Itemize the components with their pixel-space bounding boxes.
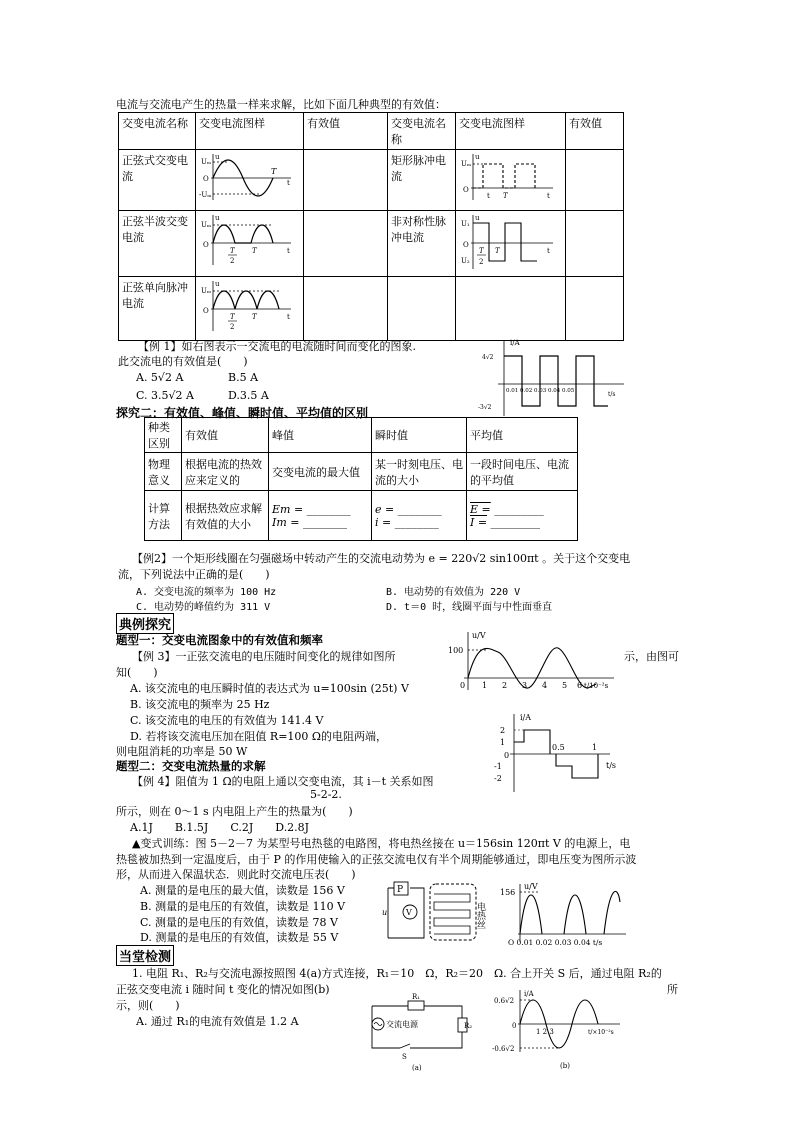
q1-line3: 示，则( ) [116,999,180,1012]
t2-row1-instant: 某一时刻电压、电流的大小 [372,453,467,491]
average-i-label: I = [470,515,488,529]
ex4-graph-ytick-2: 2 [500,726,506,735]
q1-r2-label: R₂ [464,1022,473,1030]
ex1-line1: 【例 1】如右图表示一交流电的电流随时间而变化的图象. [138,340,416,353]
q1-option-a: A. 通过 R₁的电流有效值是 1.2 A [136,1015,299,1028]
svg-text:U₁: U₁ [461,220,470,228]
value-comparison-table [144,417,578,541]
variant-line1: ▲变式训练：图 5－2－7 为某型号电热毯的电路图，将电热丝接在 u＝156sin 120πt V 的电源上，电 [132,837,631,850]
svg-text:O: O [203,175,209,183]
average-e-label: E = [470,502,491,516]
ex4-graph-xtick-1: 1 [592,743,598,752]
t2-header-average: 平均值 [467,418,578,453]
col-value-header-2: 有效值 [566,113,624,150]
q1-switch-label: S [402,1053,407,1061]
t2-header-effective: 有效值 [182,418,269,453]
svg-text:T: T [230,247,235,255]
col-graph-header-2: 交变电流图样 [456,113,566,150]
svg-text:T: T [230,313,235,321]
t2-row1-label: 物理意义 [145,453,182,491]
ex3-graph-tick-4: 4 [542,681,548,690]
t2-row1-average: 一段时间电压、电流的平均值 [467,453,578,491]
col-name-header-2: 交变电流名称 [388,113,456,150]
svg-text:O: O [463,186,469,194]
svg-text:2: 2 [479,258,484,266]
svg-text:-Uₘ: -Uₘ [199,191,212,199]
variant-option-a: A. 测量的是电压的最大值，读数是 156 V [140,884,345,897]
ex4-graph-ytick-m2: -2 [494,774,502,783]
row-halfwave-label: 正弦半波交变电流 [119,211,196,277]
ex1-option-d: D.3.5 A [228,389,269,402]
blanket-graph-ytick: 156 [500,888,516,897]
q1-graph-ybot: -0.6√2 [492,1045,515,1053]
ex4-graph-xtick-05: 0.5 [552,743,565,752]
t2-header-instant: 瞬时值 [372,418,467,453]
t2-header-kind: 种类区别 [145,418,182,453]
ex3-graph-tick-2: 2 [502,681,508,690]
ex1-graph-ymin: -3√2 [478,404,492,411]
t2-row2-peak: Em = ________ Im = ________ [269,491,372,541]
ex1-option-c: C. 3.5√2 A [136,389,194,402]
peak-em-label: Em = [272,502,304,516]
ex1-graph-xlabel: t/s [608,391,616,398]
section2-title: 探究二：有效值、峰值、瞬时值、平均值的区别 [116,406,369,420]
svg-text:Uₘ: Uₘ [201,287,212,295]
electric-blanket-circuit [380,880,504,946]
ex4-current-graph [490,712,620,794]
ex3-graph-tick-6: 6 [577,681,583,690]
intro-text: 电流与交流电产生的热量一样来求解，比如下面几种典型的有效值： [116,98,446,111]
variant-line3: 形，从而进入保温状态．则此时交流电压表( ) [116,868,356,881]
svg-text:u: u [475,214,480,222]
svg-text:T: T [271,167,277,176]
ex2-line2: 流，下列说法中正确的是( ) [118,568,270,581]
svg-text:u: u [475,153,480,161]
t2-row2-instant: e = ________ i = ________ [372,491,467,541]
ex1-graph-ticks: 0.01 0.02 0.03 0.04 0.05 [506,388,575,394]
ex2-line1: 【例2】一个矩形线圈在匀强磁场中转动产生的交流电动势为 e = 220√2 sin100πt 。关于这个交变电 [132,552,631,565]
q1-graph-origin: 0 [512,1022,517,1030]
ex4-line1: 【例 4】阻值为 1 Ω的电阻上通以交变电流，其 i－t 关系如图 [132,775,434,788]
asym-pulse-graph [459,213,557,271]
ex3-graph-xlabel: t/10⁻²s [584,682,609,690]
q1-circuit-caption: (a) [412,1064,422,1072]
svg-text:t: t [547,192,550,200]
instant-e-label: e = [375,502,395,516]
col-value-header: 有效值 [304,113,388,150]
rect-pulse-graph [459,152,557,204]
ex2-option-d: D. t＝0 时，线圈平面与中性面垂直 [386,602,553,613]
question-type-2: 题型二：交变电流热量的求解 [116,759,266,773]
circuit-v-label: V [406,908,412,917]
ex3-sine-graph [446,630,618,692]
ex4-figure-ref: 5-2-2. [310,788,342,801]
t2-row1-peak: 交变电流的最大值 [269,453,372,491]
t2-row2-label: 计算方法 [145,491,182,541]
t2-header-peak: 峰值 [269,418,372,453]
ex4-graph-origin: 0 [504,751,510,760]
ex3-graph-ytick: 100 [448,646,464,655]
svg-text:u: u [215,214,220,222]
q1-graph-xlabel: t/×10⁻²s [588,1029,614,1036]
q1-graph-xticks: 1 2 3 [536,1028,554,1036]
q1-current-graph [492,986,626,1072]
fullwave-graph-cell [196,277,304,341]
ex2-option-a: A. 交变电流的频率为 100 Hz [136,587,277,598]
col-graph-header: 交变电流图样 [196,113,304,150]
svg-text:T: T [252,313,257,321]
q1-graph-ytop: 0.6√2 [494,997,515,1005]
variant-option-d: D. 测量的是电压的有效值，读数是 55 V [140,931,339,944]
asym-graph-cell [456,211,566,277]
peak-im-label: Im = [272,515,300,529]
ex4-graph-ylabel: i/A [520,713,532,722]
waveform-table [118,112,624,341]
full-wave-graph [199,279,295,335]
ex3-option-a: A. 该交流电的电压瞬时值的表达式为 u=100sin (25t) V [130,682,409,695]
q1-line1: 1. 电阻 R₁、R₂与交流电源按照图 4(a)方式连接，R₁＝10 Ω，R₂＝20 Ω. 合上开关 S 后，通过电阻 R₂的 [132,967,662,980]
sine-wave-graph [199,152,295,204]
variant-line2: 热毯被加热到一定温度后，由于 P 的作用使输入的正弦交流电仅有半个周期能够通过，即电压变为图所示波 [116,853,637,866]
ex3-line1-tail: 示，由图可 [624,650,679,663]
row-sine-label: 正弦式交变电流 [119,150,196,211]
rect-graph-cell [456,150,566,211]
svg-text:T: T [495,247,500,255]
q1-circuit-diagram [364,990,474,1072]
svg-text:Uₘ: Uₘ [201,221,212,229]
svg-text:u: u [215,153,220,161]
blanket-graph-ylabel: u/V [524,882,538,891]
ex4-line2: 所示，则在 0～1 s 内电阻上产生的热量为( ) [116,805,353,818]
svg-text:2: 2 [230,323,235,331]
ex3-option-c: C. 该交流电的电压的有效值为 141.4 V [130,714,324,727]
q1-source-label: 交流电源 [386,1020,418,1029]
section4-title: 当堂检测 [116,945,174,966]
circuit-p-label: P [397,885,404,895]
svg-text:2: 2 [230,257,235,265]
ex3-graph-tick-3: 3 [522,681,528,690]
t2-row2-effective: 根据热效应求解有效值的大小 [182,491,269,541]
svg-text:O: O [203,241,209,249]
svg-text:U₂: U₂ [461,257,470,265]
ex3-option-b: B. 该交流电的频率为 25 Hz [130,698,270,711]
ex4-options: A.1J B.1.5J C.2J D.2.8J [130,821,310,834]
t2-row1-effective: 根据电流的热效应来定义的 [182,453,269,491]
svg-text:Uₘ: Uₘ [461,160,472,168]
ex3-graph-tick-1: 1 [482,681,488,690]
ex3-option-d2: 则电阻消耗的功率是 50 W [116,745,248,758]
svg-text:O: O [463,241,469,249]
ex3-option-d1: D. 若将该交流电压加在阻值 R=100 Ω的电阻两端， [130,730,388,743]
svg-text:T: T [479,247,484,255]
col-name-header: 交变电流名称 [119,113,196,150]
ex3-graph-origin: 0 [460,681,466,690]
ex3-graph-tick-5: 5 [562,681,568,690]
q1-r1-label: R₁ [412,993,421,1001]
circuit-u-label: u [382,908,388,917]
svg-text:t: t [287,179,290,187]
q1-line2-tail: 所 [667,983,678,996]
sine-graph-cell [196,150,304,211]
svg-text:t: t [487,192,490,200]
blanket-graph-ticks: O 0.01 0.02 0.03 0.04 t/s [508,938,603,947]
ex4-graph-ytick-1: 1 [500,738,506,747]
ex4-graph-ytick-m1: -1 [494,762,502,771]
ex3-line2: 知( ) [116,666,158,679]
question-type-1: 题型一：交变电流图象中的有效值和频率 [116,633,323,647]
variant-option-b: B. 测量的是电压的有效值，读数是 110 V [140,900,346,913]
ex2-option-c: C. 电动势的峰值约为 311 V [136,602,271,613]
svg-text:O: O [203,307,209,315]
q1-graph-caption: (b) [560,1062,570,1070]
ex1-line2: 此交流电的有效值是( ) [118,355,248,368]
circuit-heater-label: 电热丝 [475,902,485,929]
svg-text:t: t [287,247,290,255]
ex1-graph-ylabel: i/A [510,339,520,347]
svg-text:Uₘ: Uₘ [201,158,212,166]
q1-graph-ylabel: i/A [524,990,534,998]
row-asym-label: 非对称性脉冲电流 [388,211,456,277]
ex1-option-b: B.5 A [228,371,259,384]
svg-text:T: T [503,192,508,200]
ex3-graph-ylabel: u/V [472,631,486,640]
svg-text:t: t [547,247,550,255]
ex2-option-b: B. 电动势的有效值为 220 V [386,587,521,598]
halfwave-graph-cell [196,211,304,277]
q1-line2: 正弦交变电流 i 随时间 t 变化的情况如图(b) [116,983,330,996]
variant-option-c: C. 测量的是电压的有效值，读数是 78 V [140,916,338,929]
ex1-option-a: A. 5√2 A [136,371,184,384]
svg-text:T: T [252,247,257,255]
ex4-graph-xlabel: t/s [606,761,617,770]
row-rect-label: 矩形脉冲电流 [388,150,456,211]
instant-i-label: i = [375,515,392,529]
svg-text:u: u [215,280,220,288]
section3-title: 典例探究 [116,613,174,634]
ex3-line1: 【例 3】一正弦交流电的电压随时间变化的规律如图所 [132,650,396,663]
svg-text:t: t [287,313,290,321]
half-wave-voltage-graph [500,882,632,948]
row-fullwave-label: 正弦单向脉冲电流 [119,277,196,341]
half-wave-graph [199,213,295,269]
ex1-square-wave-graph [478,336,628,418]
ex1-graph-ymax: 4√2 [482,354,494,361]
t2-row2-average: E = _________ I = _________ [467,491,578,541]
